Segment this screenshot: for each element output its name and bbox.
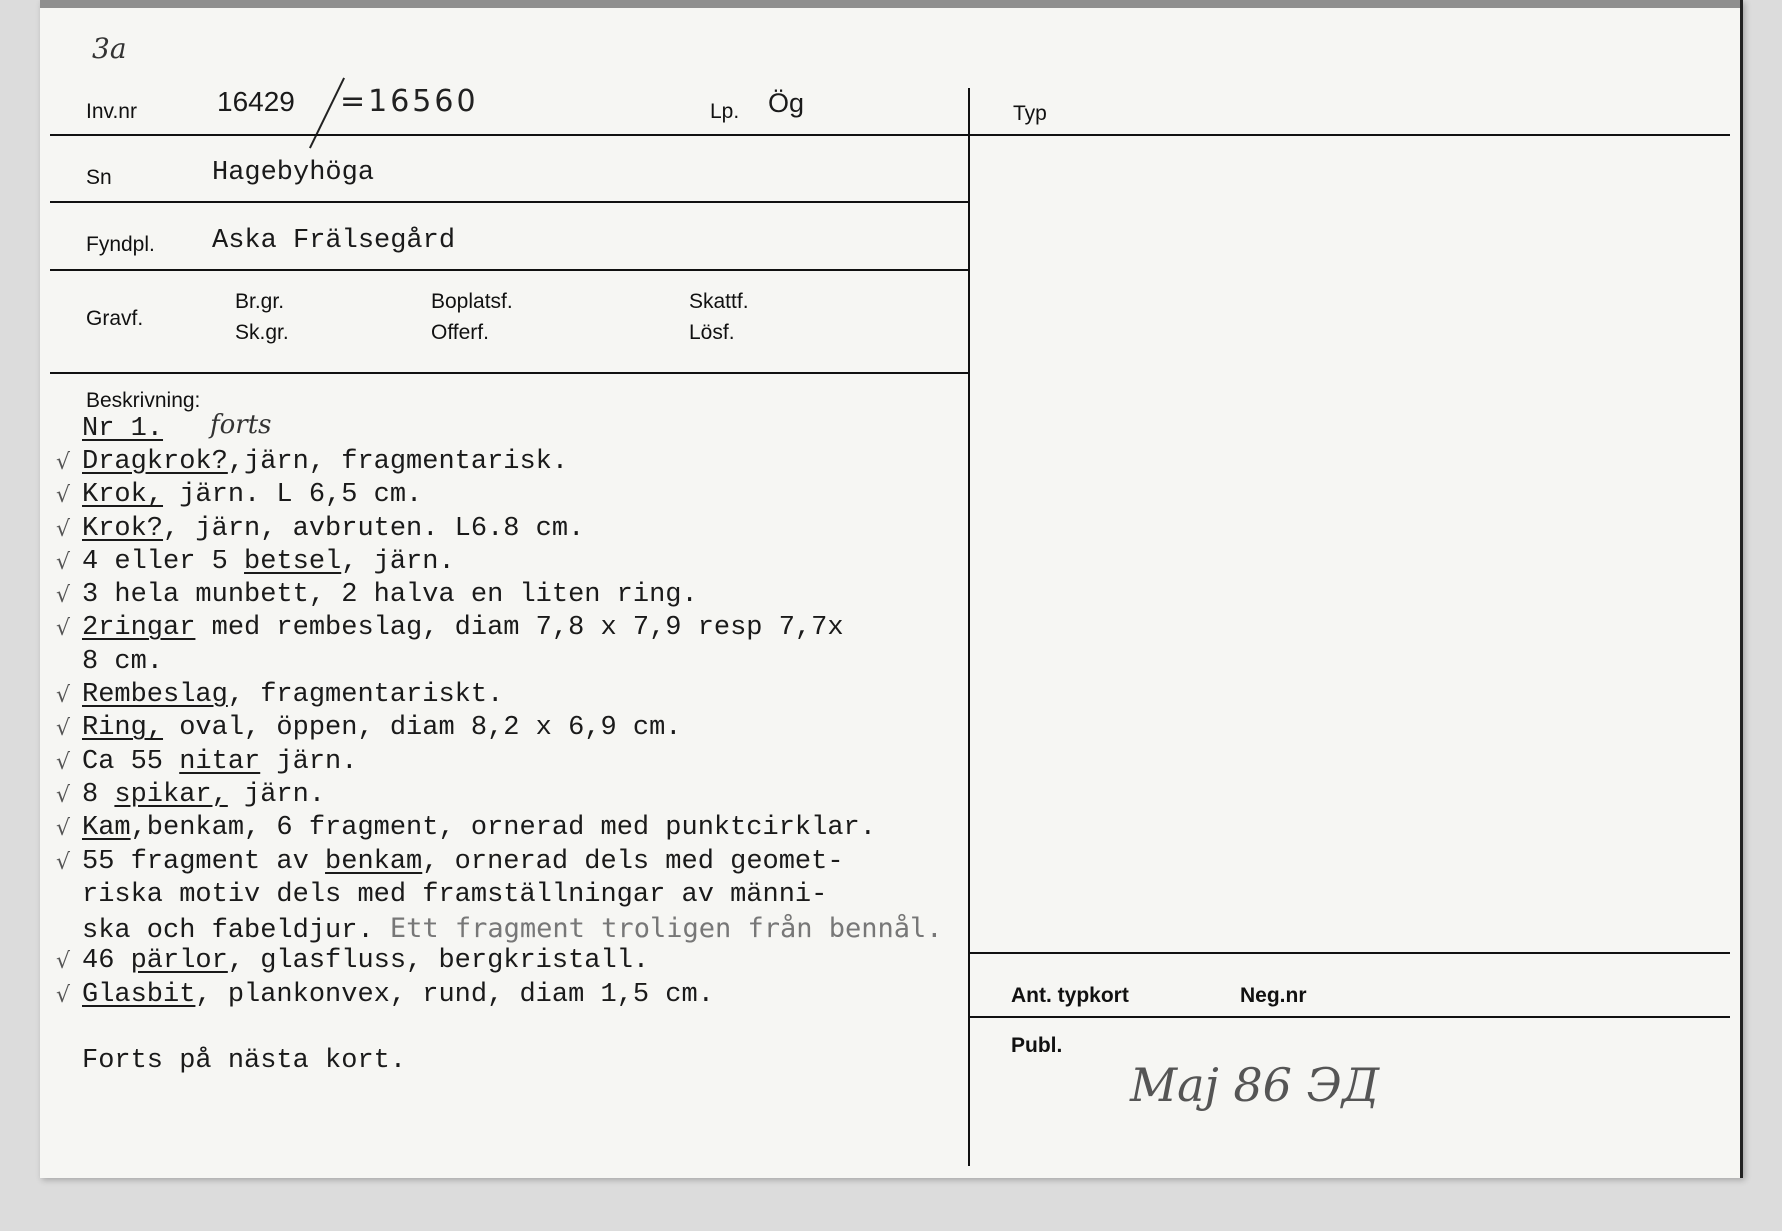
description-u: Ring,	[82, 713, 164, 744]
description-line	[82, 1012, 943, 1045]
description-rest: , plankonvex, rund, diam 1,5 cm.	[195, 979, 714, 1010]
description-u: 2ringar	[82, 613, 196, 644]
description-u: Dragkrok?	[82, 447, 228, 477]
description-line	[56, 812, 943, 845]
check-mark: √	[56, 982, 71, 1008]
description-pre: 8	[82, 779, 115, 810]
check-mark: √	[56, 683, 71, 709]
description-u: nitar	[179, 746, 261, 777]
description-line	[82, 1045, 943, 1078]
description-line	[82, 879, 943, 912]
description-u: pärlor	[130, 946, 228, 977]
typ-label: Typ	[1013, 102, 1047, 125]
corner-note: 3a	[92, 32, 127, 65]
description-u: Rembeslag	[82, 680, 228, 711]
description-line	[56, 446, 943, 479]
fyndpl-value: Aska Frälsegård	[212, 226, 456, 256]
description-line	[56, 945, 943, 978]
nr-label: Nr 1.	[82, 414, 164, 444]
publ-handwritten: Maj 86 ЭД	[1130, 1058, 1380, 1112]
description-rest: ,benkam, 6 fragment, ornerad med punktcirklar.	[130, 813, 876, 844]
rule-sn	[50, 201, 970, 203]
description-u: spikar,	[114, 779, 228, 810]
beskrivning-label: Beskrivning:	[86, 389, 201, 412]
offerf-label: Offerf.	[431, 321, 489, 344]
card-top-edge	[40, 0, 1740, 8]
description-line	[56, 579, 943, 612]
catalog-card	[40, 0, 1743, 1178]
boplatsf-label: Boplatsf.	[431, 290, 513, 313]
sn-value: Hagebyhöga	[212, 158, 375, 188]
description-u: betsel	[244, 546, 342, 577]
check-mark: √	[56, 450, 71, 475]
description-line	[56, 679, 943, 712]
description-rest: med rembeslag, diam 7,8 x 7,9 resp 7,7x	[195, 613, 844, 644]
description-u: Krok?	[82, 513, 164, 544]
description-pre: 8 cm.	[82, 646, 164, 677]
check-mark: √	[56, 816, 71, 842]
description-pre: Ca 55	[82, 746, 180, 777]
description-rest: , fragmentariskt.	[227, 680, 504, 711]
ant-typkort-label: Ant. typkort	[1011, 984, 1129, 1007]
sn-label: Sn	[86, 166, 112, 189]
description-line	[56, 979, 943, 1012]
check-mark: √	[56, 749, 71, 775]
rule-gravf	[50, 372, 970, 374]
description-line	[56, 846, 943, 879]
losf-label: Lösf.	[689, 321, 735, 344]
check-mark: √	[56, 483, 71, 509]
check-mark: √	[56, 616, 71, 642]
description-u: Glasbit	[82, 979, 196, 1010]
check-mark: √	[56, 716, 71, 742]
check-mark: √	[56, 782, 71, 808]
lp-label: Lp.	[710, 100, 740, 123]
description-pre: ska och fabeldjur.	[82, 916, 390, 947]
description-rest: oval, öppen, diam 8,2 x 6,9 cm.	[163, 713, 682, 744]
check-mark: √	[56, 849, 71, 875]
rule-inv	[50, 134, 970, 136]
description-pre: Forts på nästa kort.	[82, 1046, 407, 1077]
check-mark: √	[56, 949, 71, 975]
description-line	[56, 546, 943, 579]
description-line	[56, 746, 943, 779]
skattf-label: Skattf.	[689, 290, 749, 313]
nr-handwritten-note: forts	[210, 410, 272, 440]
lp-value: Ög	[768, 88, 805, 118]
neg-nr-label: Neg.nr	[1240, 984, 1307, 1007]
inv-nr-handwritten: =16560	[340, 84, 479, 119]
rule-publ-top	[970, 1016, 1730, 1018]
description-rest: järn. L 6,5 cm.	[163, 480, 423, 511]
description-pre: riska motiv dels med framställningar av männi-	[82, 879, 828, 910]
description-list	[56, 446, 943, 1079]
description-rest: järn.	[227, 779, 326, 810]
fyndpl-label: Fyndpl.	[86, 233, 155, 256]
description-rest: , järn.	[341, 546, 455, 577]
inv-nr-value: 16429	[217, 86, 295, 117]
description-line	[82, 912, 943, 945]
description-line	[56, 712, 943, 745]
description-u: Kam	[82, 813, 131, 844]
description-line	[56, 612, 943, 645]
rule-typ	[970, 134, 1730, 136]
check-mark: √	[56, 549, 71, 575]
rule-ant-top	[970, 952, 1730, 954]
description-faint: Ett fragment troligen från bennål.	[389, 913, 943, 945]
skgr-label: Sk.gr.	[235, 321, 289, 344]
description-u: benkam	[325, 846, 423, 877]
description-rest: , järn, avbruten. L6.8 cm.	[163, 513, 585, 544]
gravf-label: Gravf.	[86, 307, 144, 330]
description-pre: 55 fragment av	[82, 846, 326, 877]
description-line	[82, 646, 943, 679]
description-line	[56, 513, 943, 546]
description-rest: ,järn, fragmentarisk.	[227, 447, 569, 477]
description-line	[56, 779, 943, 812]
check-mark: √	[56, 516, 71, 542]
description-rest: järn.	[260, 746, 358, 777]
description-pre: 4 eller 5	[82, 546, 245, 577]
column-divider	[968, 88, 970, 1166]
description-rest: , ornerad dels med geomet-	[422, 846, 844, 877]
brgr-label: Br.gr.	[235, 290, 285, 313]
check-mark: √	[56, 583, 71, 609]
description-pre: 3 hela munbett, 2 halva en liten ring.	[82, 580, 698, 611]
description-rest: , glasfluss, bergkristall.	[227, 946, 650, 977]
rule-fyndpl	[50, 269, 970, 271]
inv-nr-label: Inv.nr	[86, 100, 137, 123]
description-line	[56, 479, 943, 512]
description-pre: 46	[82, 946, 131, 977]
description-u: Krok,	[82, 480, 164, 511]
publ-label: Publ.	[1011, 1034, 1063, 1057]
